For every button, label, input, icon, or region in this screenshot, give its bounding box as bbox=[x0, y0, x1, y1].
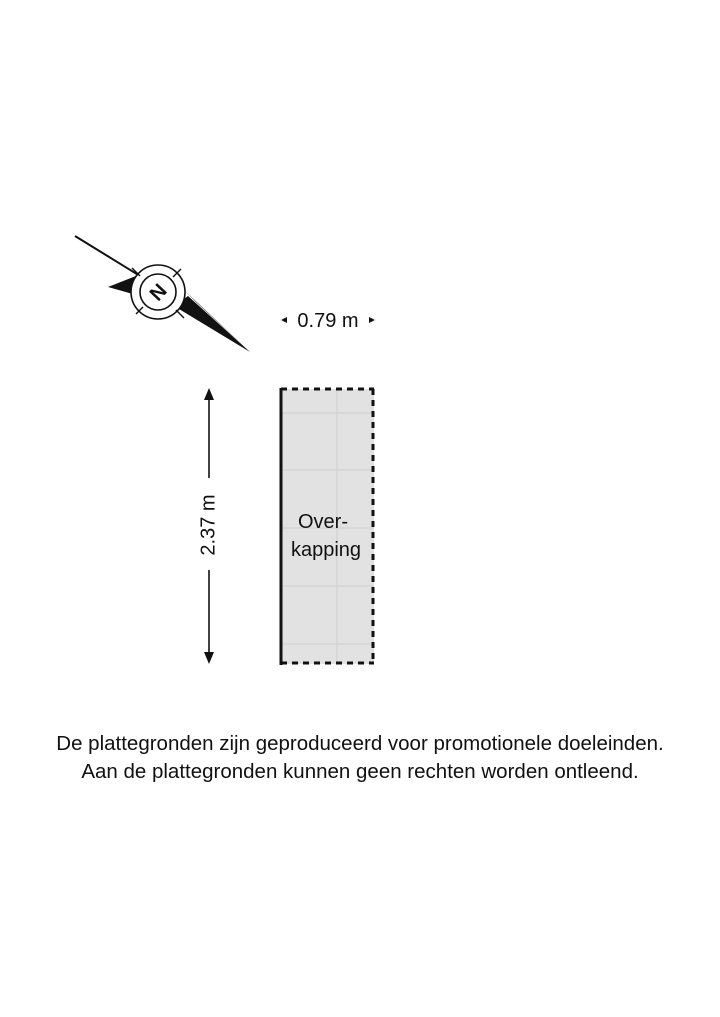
disclaimer bbox=[0, 730, 720, 786]
width-dimension bbox=[281, 310, 375, 332]
room-label-line1: Over- bbox=[298, 511, 348, 533]
room-overkapping bbox=[281, 388, 374, 665]
room-label-line2: kapping bbox=[290, 539, 362, 561]
disclaimer-line-2: Aan de plattegronden kunnen geen rechten worden ontleend. bbox=[81, 760, 639, 783]
height-dimension bbox=[197, 388, 219, 664]
north-arrow-icon bbox=[75, 236, 250, 352]
compass-north-label: N bbox=[145, 279, 172, 306]
width-dimension-label: 0.79 m bbox=[297, 310, 359, 332]
disclaimer-line-1: De plattegronden zijn geproduceerd voor promotionele doeleinden. bbox=[56, 732, 664, 755]
height-dimension-label: 2.37 m bbox=[197, 494, 220, 556]
